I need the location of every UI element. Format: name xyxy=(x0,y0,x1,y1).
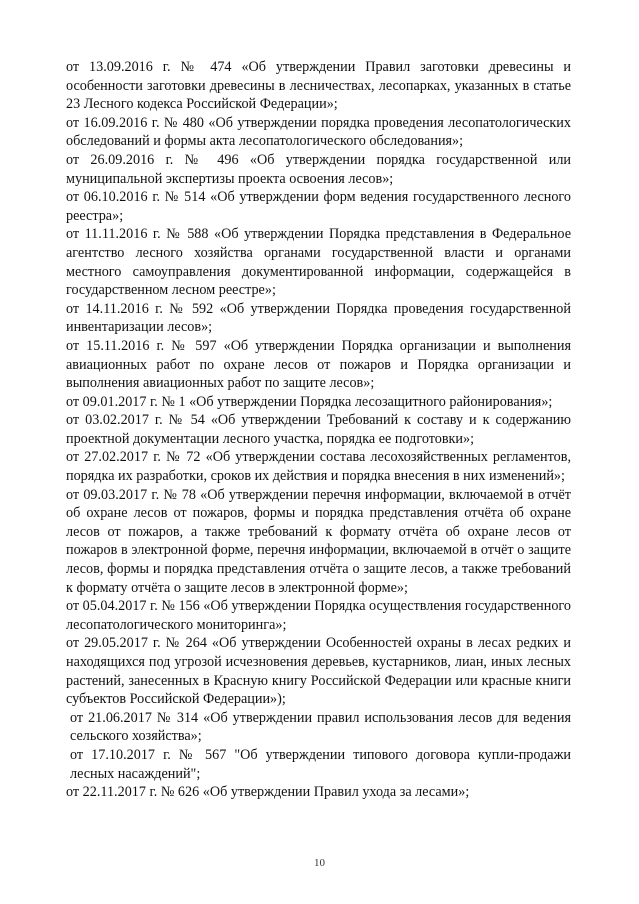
list-item: от 03.02.2017 г. № 54 «Об утверждении Требований к составу и к содержанию проектной документации лесного участка, порядка ее подготовки»; xyxy=(66,412,571,447)
list-item: от 27.02.2017 г. № 72 «Об утверждении состава лесохозяйственных регламентов, порядка их разработки, сроков их действия и порядка внесения в них изменений»; xyxy=(66,449,571,485)
list-item: от 16.09.2016 г. № 480 «Об утверждении порядка проведения лесопатологических обследований и формы акта лесопатологического обследования»; xyxy=(66,114,571,150)
list-item: от 11.11.2016 г. № 588 «Об утверждении Порядка представления в Федеральное агентство лесного хозяйства органами государственной власти и органами местного самоуправления документированной информации, содержащейся в государственном лесном реестре»; xyxy=(66,226,571,299)
list-item: от 26.09.2016 г. № 496 «Об утверждении порядка государственной или муниципальной экспертизы проекта освоения лесов»; xyxy=(66,151,571,187)
list-item: от 21.06.2017 № 314 «Об утверждении правил использования лесов для ведения сельского хозяйства»; xyxy=(70,709,571,745)
document-body xyxy=(66,58,571,802)
list-item: от 22.11.2017 г. № 626 «Об утверждении Правил ухода за лесами»; xyxy=(66,784,470,801)
list-item: от 15.11.2016 г. № 597 «Об утверждении Порядка организации и выполнения авиационных работ по охране лесов от пожаров и Порядка организации и выполнения авиационных работ по защите лесов»; xyxy=(66,337,571,392)
list-item: от 09.01.2017 г. № 1 «Об утверждении Порядка лесозащитного районирования»; xyxy=(66,393,553,410)
list-item: от 29.05.2017 г. № 264 «Об утверждении Особенностей охраны в лесах редких и находящихся под угрозой исчезновения деревьев, кустарников, лиан, иных лесных растений, занесенных в Красную книгу Российской Федерации или красные книги субъектов Российской Федерации»); xyxy=(66,635,571,708)
list-item: от 06.10.2016 г. № 514 «Об утверждении форм ведения государственного лесного реестра»; xyxy=(66,189,571,224)
list-item: от 17.10.2017 г. № 567 "Об утверждении типового договора купли-продажи лесных насаждений"; xyxy=(70,746,571,782)
list-item: от 09.03.2017 г. № 78 «Об утверждении перечня информации, включаемой в отчёт об охране лесов от пожаров, формы и порядка представления отчёта об охране лесов от пожаров, а также требований к формату отчёта об охране лесов от пожаров в электронной форме, перечня информации, включаемой в отчёт о защите лесов, формы и порядка представления отчёта о защите лесов, а также требований к формату отчёта о защите лесов в электронной форме»; xyxy=(66,486,571,596)
page-number: 10 xyxy=(314,857,325,869)
list-item: от 14.11.2016 г. № 592 «Об утверждении Порядка проведения государственной инвентаризации лесов»; xyxy=(66,300,571,336)
list-item: от 13.09.2016 г. № 474 «Об утверждении Правил заготовки древесины и особенности заготовки древесины в лесничествах, лесопарках, указанных в статье 23 Лесного кодекса Российской Федерации»; xyxy=(66,59,571,113)
list-item: от 05.04.2017 г. № 156 «Об утверждении Порядка осуществления государственного лесопатологического мониторинга»; xyxy=(66,598,571,633)
